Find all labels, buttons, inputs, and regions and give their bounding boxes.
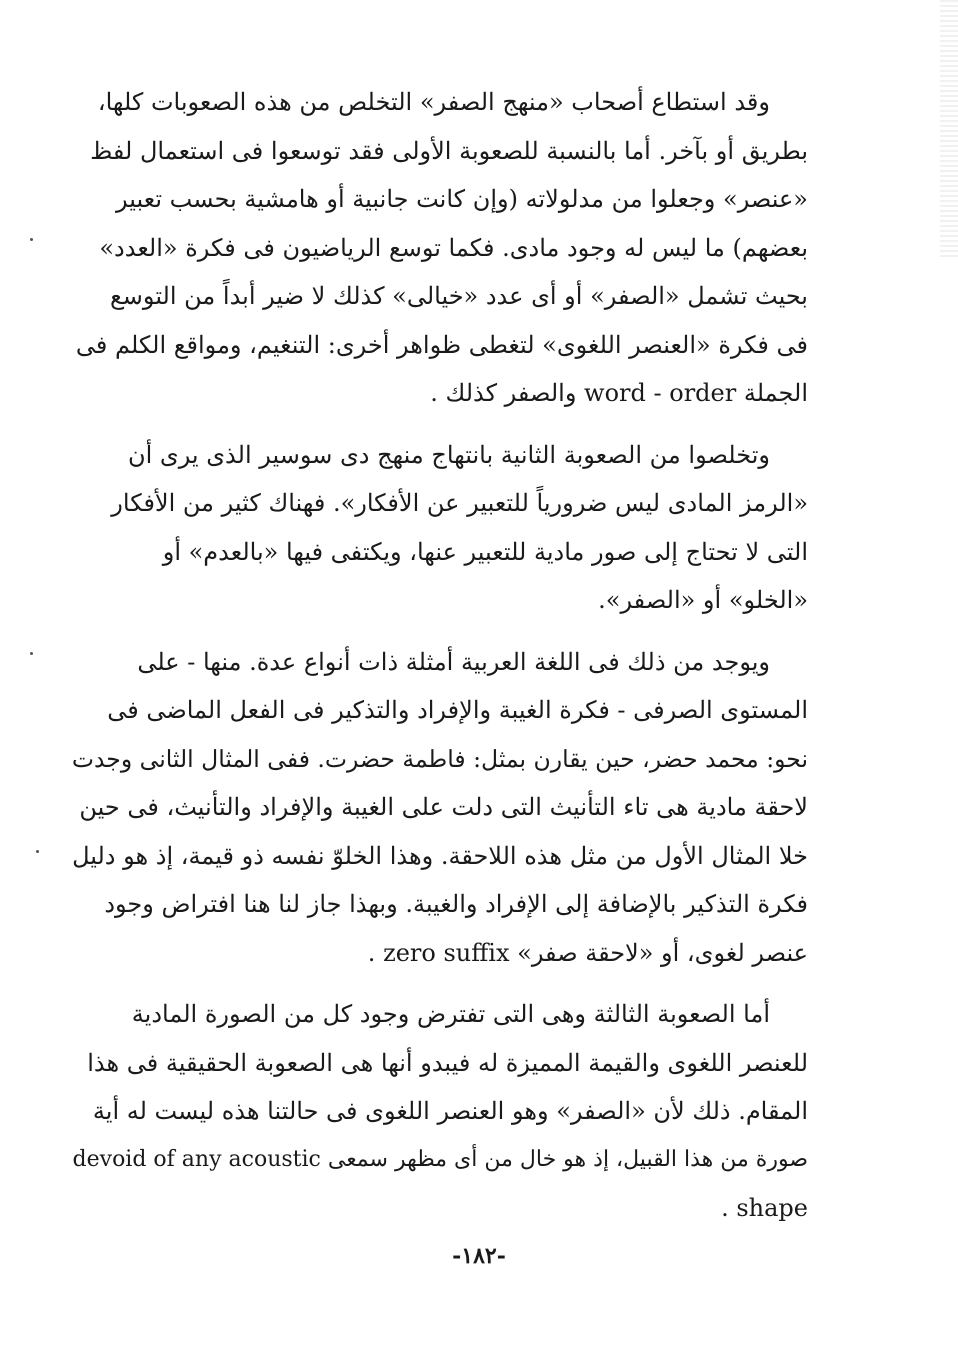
paragraph-1 [72,78,808,418]
text-line: خلا المثال الأول من مثل هذه اللاحقة. وهذا الخلوّ نفسه ذو قيمة، إذ هو دليل [72,841,808,870]
text-line: صورة من هذا القبيل، إذ هو خال من أى مظهر سمعى devoid of any acoustic [72,1146,808,1172]
text-line: بعضهم) ما ليس له وجود مادى. فكما توسع الرياضيون فى فكرة «العدد» [99,233,808,262]
text-line: فى فكرة «العنصر اللغوى» لتغطى ظواهر أخرى: التنغيم، ومواقع الكلم فى [75,330,808,359]
text-line: أما الصعوبة الثالثة وهى التى تفترض وجود كل من الصورة المادية [131,1000,770,1028]
text-line: shape . [721,1194,808,1222]
scan-edge-artifact [940,0,958,260]
text-line: عنصر لغوى، أو «لاحقة صفر» zero suffix . [367,938,808,967]
text-line: ويوجد من ذلك فى اللغة العربية أمثلة ذات أنواع عدة. منها - على [137,647,770,676]
text-line: بحيث تشمل «الصفر» أو أى عدد «خيالى» كذلك لا ضير أبداً من التوسع [110,282,808,310]
text-line: لاحقة مادية هى تاء التأنيث التى دلت على الغيبة والإفراد والتأنيث، فى حين [79,793,808,821]
text-line: للعنصر اللغوى والقيمة المميزة له فيبدو أنها هى الصعوبة الحقيقية فى هذا [87,1048,808,1077]
text-line: بطريق أو بآخر. أما بالنسبة للصعوبة الأولى فقد توسعوا فى استعمال لفظ [90,136,808,165]
text-line: التى لا تحتاج إلى صور مادية للتعبير عنها، ويكتفى فيها «بالعدم» أو [162,537,808,566]
text-line: الجملة word - order والصفر كذلك . [430,379,808,407]
paragraph-4 [72,990,808,1233]
body-text [72,78,808,1233]
text-line: وتخلصوا من الصعوبة الثانية بانتهاج منهج دى سوسير الذى يرى أن [127,440,770,469]
text-line: «عنصر» وجعلوا من مدلولاته (وإن كانت جانبية أو هامشية بحسب تعبير [116,185,808,213]
scan-speck [30,652,33,655]
scan-speck [30,238,33,241]
page-number: -١٨٢- [452,1243,506,1269]
scan-speck [36,850,39,853]
text-line: وقد استطاع أصحاب «منهج الصفر» التخلص من هذه الصعوبات كلها، [97,88,770,116]
text-line: المقام. ذلك لأن «الصفر» وهو العنصر اللغوى فى حالتنا هذه ليست له أية [92,1097,808,1125]
text-line: «الخلو» أو «الصفر». [598,586,808,614]
paragraph-2 [72,431,808,625]
paragraph-3 [72,638,808,978]
text-line: «الرمز المادى ليس ضرورياً للتعبير عن الأفكار». فهناك كثير من الأفكار [111,489,808,517]
text-line: نحو: محمد حضر، حين يقارن بمثل: فاطمة حضرت. ففى المثال الثانى وجدت [72,744,808,773]
text-line: المستوى الصرفى - فكرة الغيبة والإفراد والتذكير فى الفعل الماضى فى [107,696,808,724]
text-line: فكرة التذكير بالإضافة إلى الإفراد والغيبة. وبهذا جاز لنا هنا افتراض وجود [104,890,808,918]
